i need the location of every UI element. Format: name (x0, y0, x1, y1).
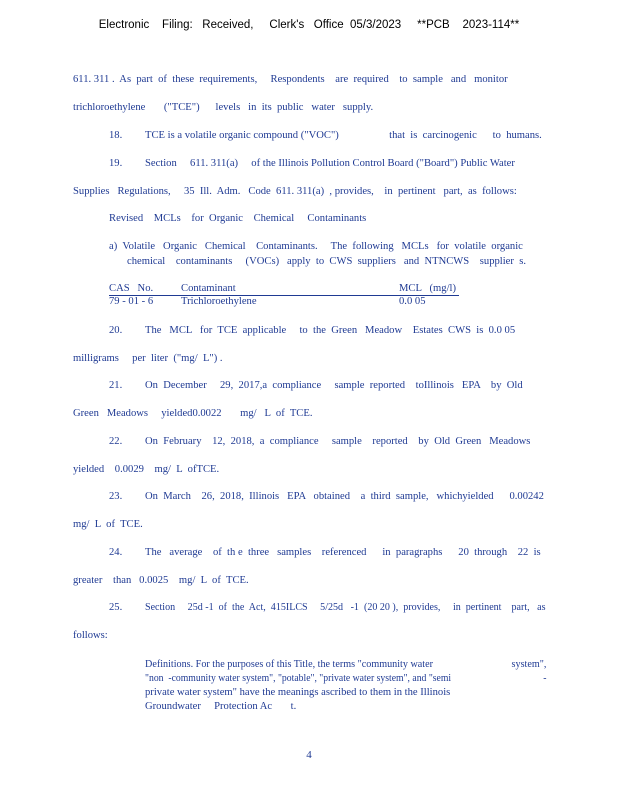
paragraph-number: 20. (109, 325, 123, 336)
block-quote-line: Groundwater Protection Ac t. (145, 701, 297, 712)
paragraph-number: 25. (109, 602, 123, 613)
text-line: mg/ L of TCE. (73, 519, 143, 530)
paragraph-number: 19. (109, 158, 123, 169)
text-line: 611. 311 . As part of these requirements, Respondents are required to sample and monitor (73, 74, 508, 85)
text-line: Section 25d -1 of the Act, 415ILCS 5/25d -1 (20 20 ), provides, in pertinent part, as (145, 602, 546, 613)
quote-line: chemical contaminants (VOCs) apply to CWS suppliers and NTNCWS supplier s. (127, 256, 526, 267)
text-line: On March 26, 2018, Illinois EPA obtained a third sample, whichyielded 0.00242 (145, 491, 544, 502)
block-quote-line: private water system" have the meanings ascribed to them in the Illinois (145, 687, 451, 698)
text-line: milligrams per liter ("mg/ L") . (73, 353, 223, 364)
block-quote-line: Definitions. For the purposes of this Title, the terms "community water system", (145, 659, 547, 670)
paragraph-number: 18. (109, 130, 123, 141)
block-quote-line: "non -community water system", "potable", "private water system", and "semi - (145, 673, 547, 684)
table-cell-cas: 79 - 01 - 6 (109, 296, 154, 307)
table-cell-contaminant: Trichloroethylene (181, 296, 257, 307)
page-number: 4 (306, 749, 312, 761)
filing-header: Electronic Filing: Received, Clerk's Office 05/3/2023 **PCB 2023-114** (98, 19, 520, 31)
paragraph-number: 21. (109, 380, 123, 391)
text-line: yielded 0.0029 mg/ L ofTCE. (73, 464, 220, 475)
table-header-cas: CAS No. (109, 283, 154, 294)
paragraph-number: 24. (109, 547, 123, 558)
table-header-mcl: MCL (mg/l) (399, 283, 456, 294)
text-line: Section 611. 311(a) of the Illinois Pollution Control Board ("Board") Public Water (145, 158, 515, 169)
text-line: TCE is a volatile organic compound ("VOC") that is carcinogenic to humans. (145, 130, 542, 141)
text-line: follows: (73, 630, 108, 641)
text-line: Green Meadows yielded0.0022 mg/ L of TCE. (73, 408, 313, 419)
quote-heading: Revised MCLs for Organic Chemical Contaminants (109, 213, 367, 224)
text-line: On December 29, 2017,a compliance sample reported toIllinois EPA by Old (145, 380, 523, 391)
text-line: The MCL for TCE applicable to the Green Meadow Estates CWS is 0.0 05 (145, 325, 516, 336)
text-line: trichloroethylene ("TCE") levels in its public water supply. (73, 102, 374, 113)
text-line: On February 12, 2018, a compliance sample reported by Old Green Meadows (145, 436, 531, 447)
text-line: Supplies Regulations, 35 Ill. Adm. Code 611. 311(a) , provides, in pertinent part, as follows: (73, 186, 517, 197)
table-cell-mcl: 0.0 05 (399, 296, 426, 307)
quote-line: a) Volatile Organic Chemical Contaminants. The following MCLs for volatile organic (109, 241, 523, 252)
table-header-contaminant: Contaminant (181, 283, 236, 294)
paragraph-number: 22. (109, 436, 123, 447)
text-line: The average of th e three samples referenced in paragraphs 20 through 22 is (145, 547, 541, 558)
text-line: greater than 0.0025 mg/ L of TCE. (73, 575, 249, 586)
paragraph-number: 23. (109, 491, 123, 502)
